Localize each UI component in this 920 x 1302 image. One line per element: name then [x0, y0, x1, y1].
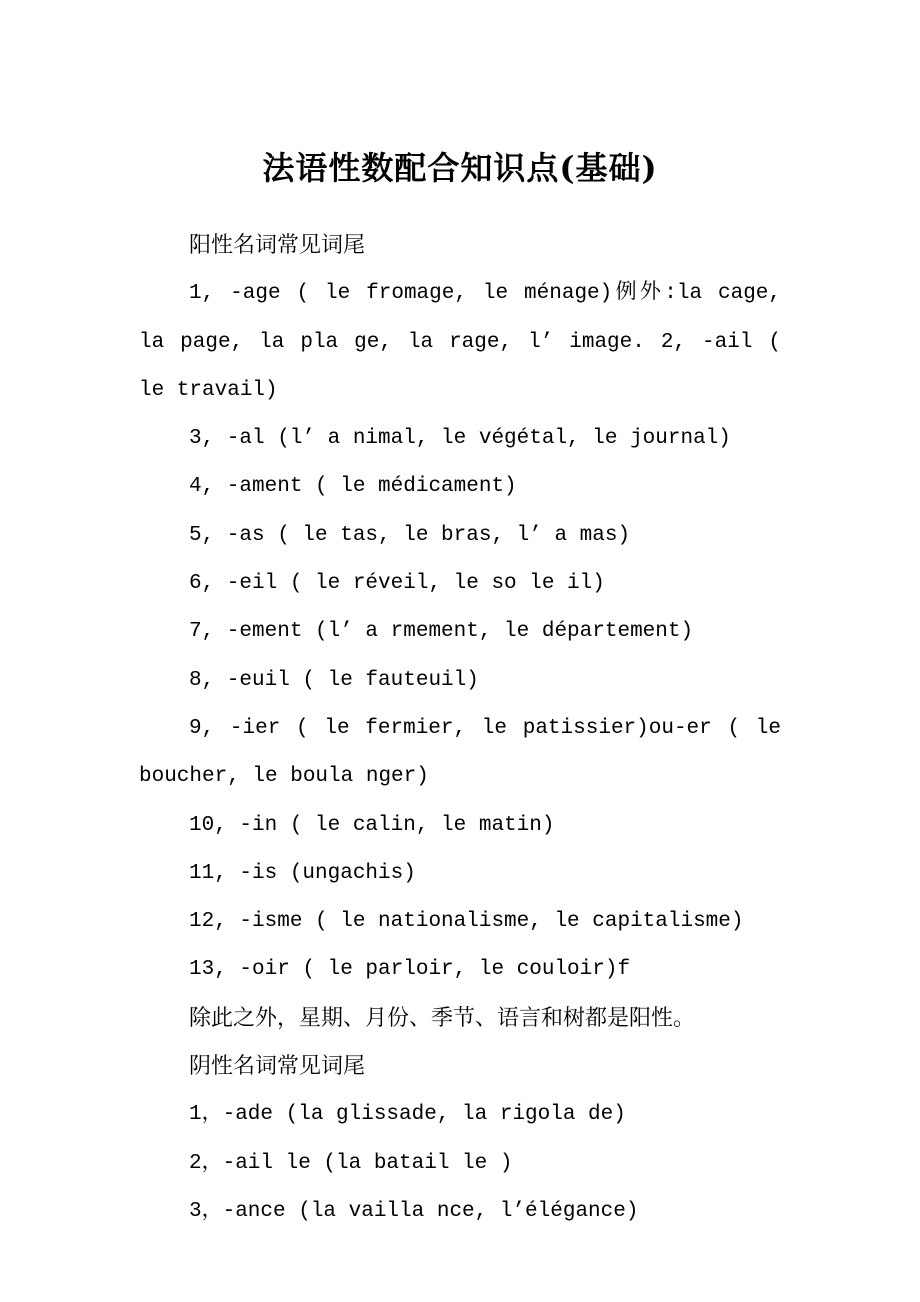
- list-item: 3，-ance (la vailla nce, l’élégance): [189, 1199, 639, 1223]
- list-item: 13, -oir ( le parloir, le couloir)f: [189, 958, 631, 982]
- list-item: 10, -in ( le calin, le matin): [189, 813, 555, 837]
- list-item: 4, -ament ( le médicament): [189, 475, 517, 499]
- list-item: 11, -is (ungachis): [189, 861, 416, 885]
- list-item: 9, -ier ( le fermier, le patissier)ou-er ( le boucher, le boula nger): [139, 716, 781, 789]
- list-item: 2，-ail le (la batail le ): [189, 1151, 513, 1175]
- list-item: 12, -isme ( le nationalisme, le capitalisme): [189, 910, 744, 934]
- note-paragraph: 除此之外，星期、月份、季节、语言和树都是阳性。: [189, 1005, 696, 1031]
- list-item: 7, -ement (l’ a rmement, le département): [189, 620, 694, 644]
- document-body: [139, 222, 781, 1236]
- document-title: 法语性数配合知识点(基础): [262, 149, 658, 187]
- list-item: 1，-ade (la glissade, la rigola de): [189, 1103, 626, 1127]
- list-item: 5, -as ( le tas, le bras, l’ a mas): [189, 523, 631, 547]
- list-item: 1, -age ( le fromage, le ménage)例外:la cage, la page, la pla ge, la rage, l’ image. 2, -ail ( le travail): [139, 282, 781, 402]
- section-heading-feminine: 阴性名词常见词尾: [189, 1054, 366, 1080]
- section-heading-masculine: 阳性名词常见词尾: [189, 233, 366, 258]
- list-item: 6, -eil ( le réveil, le so le il): [189, 572, 605, 596]
- list-item: 3, -al (l’ a nimal, le végétal, le journal): [189, 427, 731, 451]
- list-item: 8, -euil ( le fauteuil): [189, 668, 479, 692]
